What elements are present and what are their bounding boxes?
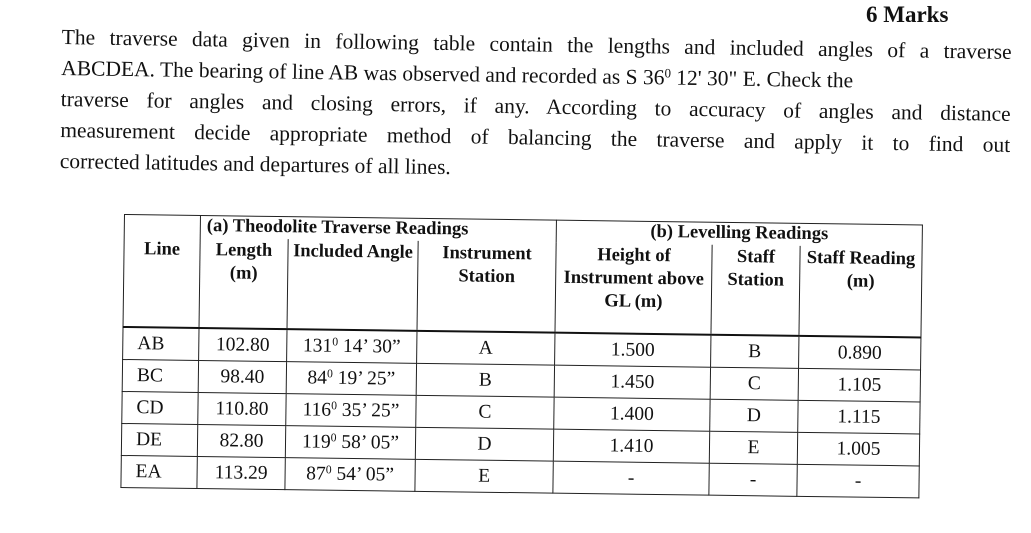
cell-staff-station: E xyxy=(709,431,797,464)
cell-height-of-instrument: - xyxy=(553,461,709,495)
header-height-of-instrument: Height of Instrument above GL (m) xyxy=(555,243,712,335)
cell-staff-station: - xyxy=(709,463,797,496)
cell-staff-station: C xyxy=(710,367,798,400)
cell-staff-reading: 0.890 xyxy=(799,336,921,370)
cell-line: BC xyxy=(122,359,198,392)
cell-staff-station: D xyxy=(710,399,798,432)
cell-staff-reading: 1.105 xyxy=(798,368,920,402)
group-header-theodolite: (a) Theodolite Traverse Readings xyxy=(200,216,556,243)
cell-line: AB xyxy=(123,327,199,360)
question-text xyxy=(60,22,1012,192)
cell-instrument-station: C xyxy=(416,395,554,429)
header-staff-reading: Staff Reading (m) xyxy=(799,246,922,338)
cell-line: CD xyxy=(122,391,198,424)
header-instrument-station: Instrument Station xyxy=(417,241,556,333)
cell-staff-reading: 1.115 xyxy=(798,400,920,434)
question-line-2-start: ABCDEA. The bearing of line AB was observed and recorded as S 36 xyxy=(61,55,665,90)
cell-length: 82.80 xyxy=(197,424,285,457)
cell-length: 113.29 xyxy=(197,456,285,489)
group-header-levelling: (b) Levelling Readings xyxy=(556,220,922,247)
question-line-5: corrected latitudes and departures of all lines. xyxy=(59,148,451,180)
cell-length: 98.40 xyxy=(198,360,286,393)
cell-staff-reading: - xyxy=(797,464,919,498)
header-included-angle: Included Angle xyxy=(287,239,418,331)
cell-instrument-station: E xyxy=(415,459,553,493)
header-length: Length (m) xyxy=(199,238,288,329)
traverse-table xyxy=(120,214,923,498)
cell-height-of-instrument: 1.400 xyxy=(554,397,710,431)
marks-label: 6 Marks xyxy=(866,2,949,27)
question-line-4: measurement decide appropriate method of balancing the traverse and apply it to find out xyxy=(60,117,1011,157)
question-line-1: The traverse data given in following table contain the lengths and included angles of a traverse xyxy=(61,24,1012,64)
cell-height-of-instrument: 1.450 xyxy=(554,365,710,399)
cell-instrument-station: A xyxy=(417,331,555,365)
degree-symbol: 0 xyxy=(664,66,672,81)
cell-instrument-station: D xyxy=(415,427,553,461)
cell-angle: $87^0$ 54’ 05” xyxy=(285,458,415,492)
traverse-table-wrapper xyxy=(120,214,922,498)
cell-angle: $131^0$ 14’ 30” xyxy=(287,329,417,363)
question-line-3: traverse for angles and closing errors, if any. According to accuracy of angles and distance xyxy=(60,86,1011,126)
cell-line: DE xyxy=(121,423,197,456)
cell-length: 102.80 xyxy=(199,328,287,362)
cell-staff-station: B xyxy=(711,335,799,369)
cell-angle: $116^0$ 35’ 25” xyxy=(286,394,416,428)
cell-length: 110.80 xyxy=(198,392,286,425)
cell-angle: $84^0$ 19’ 25” xyxy=(286,362,416,396)
cell-angle: $119^0$ 58’ 05” xyxy=(285,426,415,460)
cell-height-of-instrument: 1.410 xyxy=(553,429,709,463)
cell-height-of-instrument: 1.500 xyxy=(555,333,711,368)
question-line-2-end: 12' 30" E. Check the xyxy=(670,65,854,93)
cell-line: EA xyxy=(121,455,197,488)
header-staff-station: Staff Station xyxy=(711,245,800,336)
cell-staff-reading: 1.005 xyxy=(797,432,919,466)
cell-instrument-station: B xyxy=(416,363,554,397)
header-line: Line xyxy=(123,237,200,328)
